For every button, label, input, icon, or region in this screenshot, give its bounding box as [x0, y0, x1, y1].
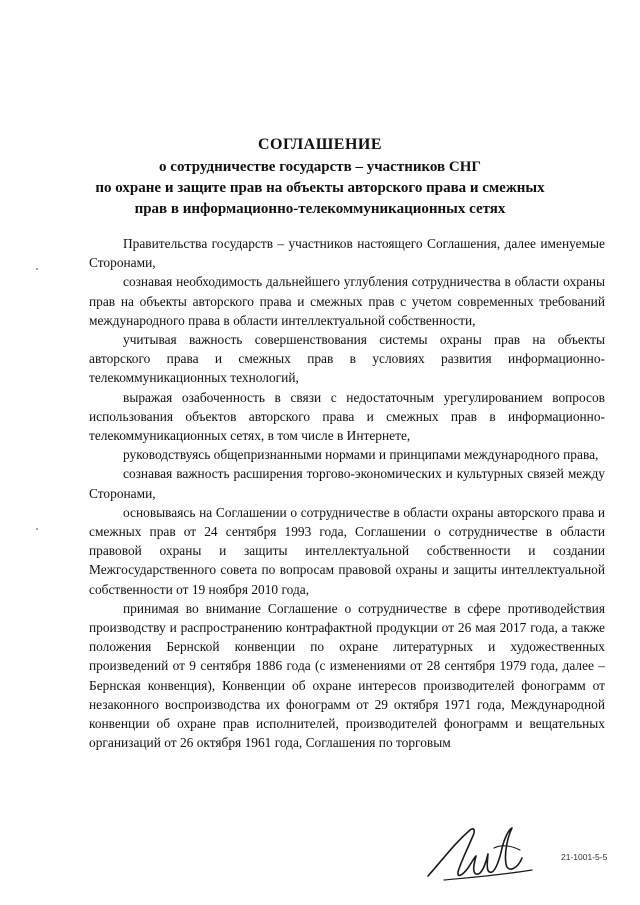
- scan-mark: [36, 528, 38, 530]
- title-line-2: о сотрудничестве государств – участников СНГ: [159, 159, 481, 175]
- document-code: 21-1001-5-5: [561, 852, 608, 862]
- title-line-1: СОГЛАШЕНИЕ: [257, 136, 383, 153]
- paragraph: выражая озабоченность в связи с недостаточным урегулированием вопросов использования объектов авторского права и смежных прав в информационно-телекоммуникационных сетях, в том числе в Интернете,: [89, 389, 605, 444]
- paragraph: сознавая важность расширения торгово-экономических и культурных связей между Сторонами,: [89, 466, 605, 501]
- paragraph: учитывая важность совершенствования системы охраны прав на объекты авторского права и смежных прав в условиях развития информационно-телекоммуникационных технологий,: [89, 332, 605, 386]
- document-body: [89, 234, 605, 752]
- scan-mark: [36, 268, 38, 270]
- paragraph: основываясь на Соглашении о сотрудничестве в области охраны авторского права и смежных прав от 24 сентября 1993 года, Соглашении о сотрудничестве в области правовой охраны и защиты интеллектуальной собственности и создании Межгосударственного совета по вопросам правовой охраны и защиты интеллектуальной собственности от 19 ноября 2010 года,: [89, 504, 605, 597]
- document-title: [40, 134, 600, 220]
- paragraph: руководствуясь общепризнанными нормами и принципами международного права,: [123, 447, 599, 463]
- signature-image: [424, 818, 544, 888]
- title-line-4: прав в информационно-телекоммуникационных сетях: [134, 201, 506, 217]
- paragraph: сознавая необходимость дальнейшего углубления сотрудничества в области охраны прав на объекты авторского права и смежных прав с учетом современных требований международного права в области интеллектуальной собственности,: [89, 274, 605, 328]
- paragraph: принимая во внимание Соглашение о сотрудничестве в сфере противодействия производству и распространению контрафактной продукции от 26 мая 2017 года, а также положения Бернской конвенции по охране литературных и художественных произведений от 9 сентября 1886 года (с изменениями от 28 сентября 1979 года, далее – Бернская конвенция), Конвенции об охране интересов производителей фонограмм от незаконного воспроизводства их фонограмм от 29 октября 1971 года, Международной конвенции об охране прав исполнителей, производителей фонограмм и вещательных организаций от 26 октября 1961 года, Соглашения по торговым: [89, 600, 605, 751]
- title-line-3: по охране и защите прав на объекты авторского права и смежных: [95, 180, 545, 196]
- paragraph: Правительства государств – участников настоящего Соглашения, далее именуемые Сторонами,: [89, 236, 605, 271]
